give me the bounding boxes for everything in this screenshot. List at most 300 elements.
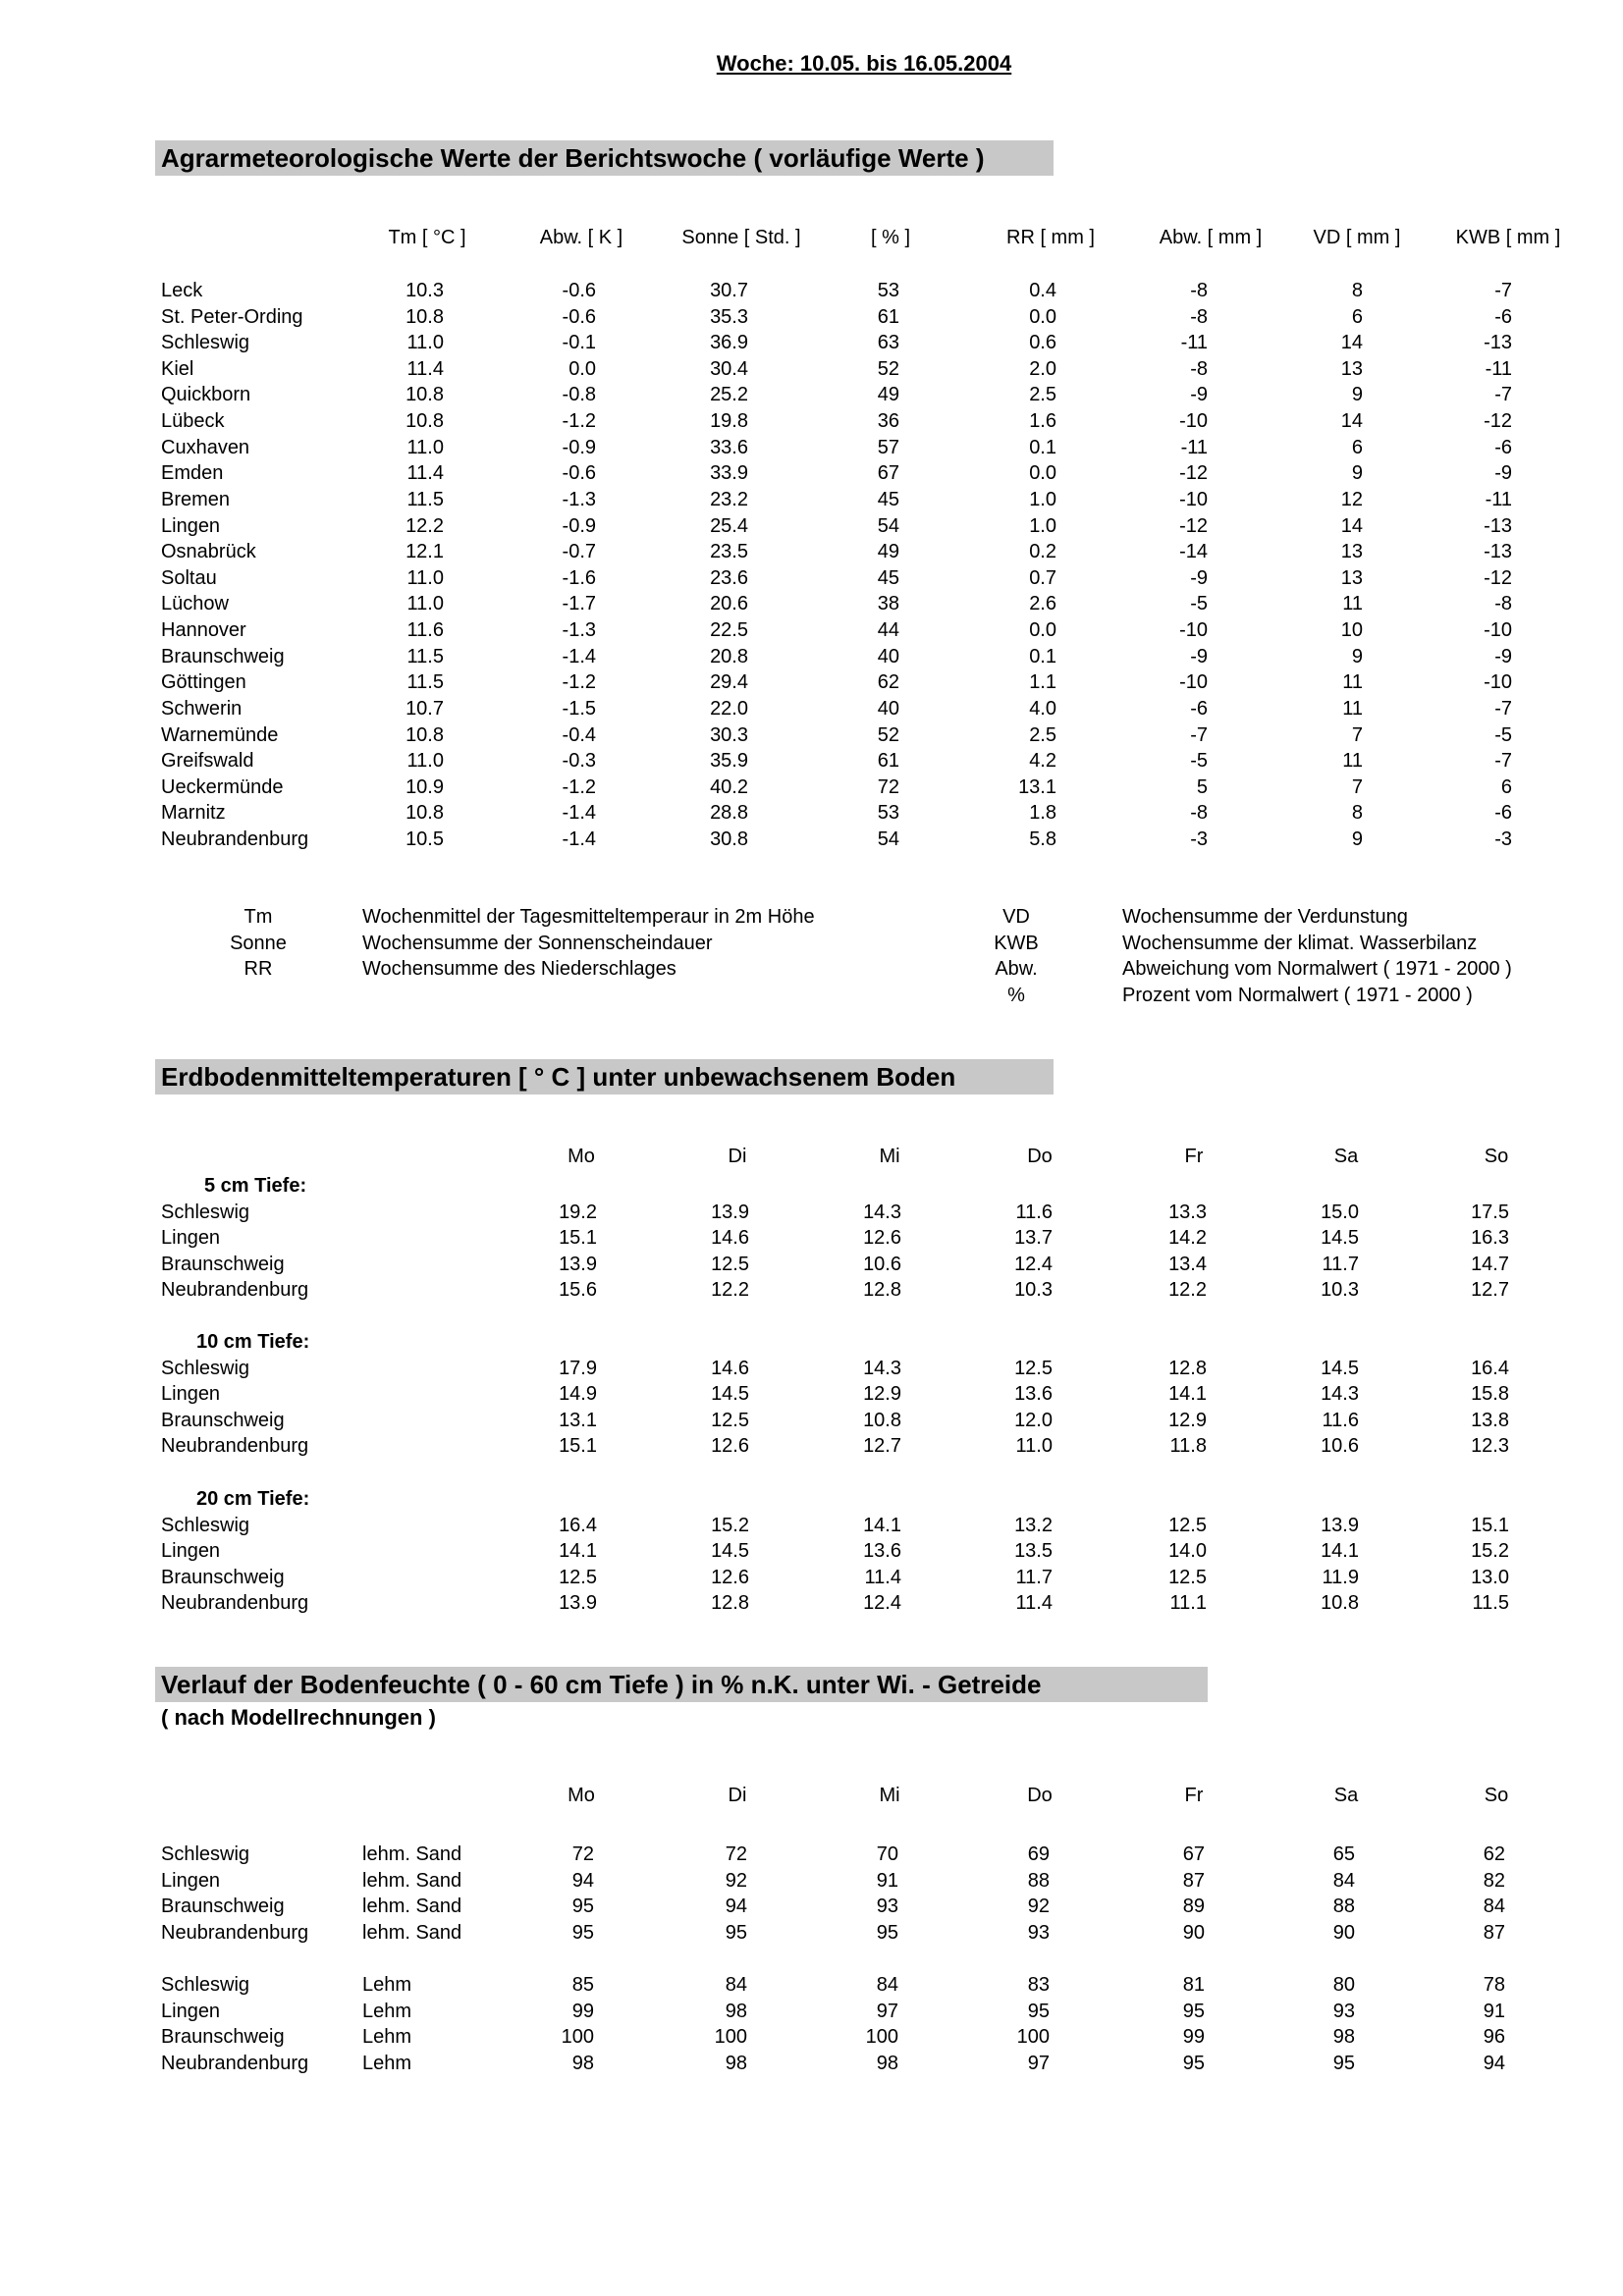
value-cell: 10.3 [1014, 1279, 1053, 1302]
value-cell: -7 [1190, 723, 1208, 746]
value-cell: 13 [1340, 566, 1363, 589]
value-cell: -7 [1494, 384, 1512, 406]
value-cell: 54 [877, 514, 899, 537]
value-cell: 93 [1027, 1921, 1050, 1944]
value-cell: -11 [1485, 488, 1512, 510]
value-cell: 10.9 [406, 775, 444, 798]
value-cell: 52 [877, 723, 899, 746]
value-cell: 23.6 [710, 566, 748, 589]
value-cell: 33.9 [710, 462, 748, 485]
station-name: Göttingen [161, 671, 246, 694]
station-name: Lingen [161, 1227, 221, 1250]
column-header: RR [ mm ] [1006, 227, 1095, 248]
value-cell: 72 [877, 775, 899, 798]
value-cell: 12.1 [406, 541, 444, 563]
value-cell: 11.4 [406, 462, 444, 485]
value-cell: 30.3 [710, 723, 748, 746]
value-cell: 14.6 [711, 1357, 749, 1379]
value-cell: 11.4 [406, 357, 444, 380]
value-cell: 14.5 [711, 1383, 749, 1406]
value-cell: 11 [1342, 671, 1363, 694]
value-cell: 11 [1342, 593, 1363, 615]
value-cell: 1.8 [1029, 802, 1056, 825]
station-name: Braunschweig [161, 1409, 285, 1431]
value-cell: 11 [1342, 697, 1363, 720]
station-name: Soltau [161, 566, 217, 589]
value-cell: 90 [1182, 1921, 1205, 1944]
value-cell: 13.4 [1168, 1253, 1207, 1275]
value-cell: 94 [725, 1896, 747, 1918]
value-cell: 62 [1483, 1843, 1505, 1865]
value-cell: 14.9 [559, 1383, 597, 1406]
soil-type: Lehm [362, 1974, 412, 1996]
value-cell: 11.0 [406, 593, 444, 615]
value-cell: 12.6 [711, 1566, 749, 1588]
value-cell: -12 [1179, 514, 1208, 537]
value-cell: 0.4 [1029, 280, 1056, 301]
value-cell: 49 [877, 541, 899, 563]
soil-type: lehm. Sand [362, 1921, 462, 1944]
value-cell: 0.6 [1029, 332, 1056, 354]
value-cell: 0.1 [1029, 645, 1056, 667]
day-header: Sa [1333, 1785, 1359, 1806]
value-cell: 5.8 [1029, 828, 1056, 851]
value-cell: 10.3 [406, 280, 444, 301]
value-cell: 11.7 [1322, 1253, 1359, 1275]
station-name: Leck [161, 280, 203, 301]
value-cell: -9 [1190, 384, 1208, 406]
station-name: Lüchow [161, 593, 229, 615]
value-cell: 14 [1340, 514, 1363, 537]
value-cell: 90 [1332, 1921, 1355, 1944]
value-cell: -1.4 [562, 645, 596, 667]
value-cell: 12.0 [1014, 1409, 1053, 1431]
value-cell: 12.7 [1471, 1279, 1509, 1302]
station-name: Bremen [161, 488, 231, 510]
station-name: Neubrandenburg [161, 1435, 309, 1458]
value-cell: 2.5 [1029, 384, 1056, 406]
value-cell: -0.6 [562, 462, 596, 485]
value-cell: 97 [876, 2000, 898, 2022]
value-cell: 16.4 [559, 1514, 597, 1536]
value-cell: 65 [1332, 1843, 1355, 1865]
value-cell: 14.3 [1321, 1383, 1359, 1406]
value-cell: 20.8 [710, 645, 748, 667]
legend-abbr: VD [1002, 906, 1030, 928]
day-header: Sa [1333, 1146, 1359, 1167]
station-name: Schwerin [161, 697, 243, 720]
value-cell: -9 [1190, 566, 1208, 589]
value-cell: 11.5 [1472, 1592, 1509, 1615]
value-cell: 30.7 [710, 280, 748, 301]
model-note: ( nach Modellrechnungen ) [161, 1705, 436, 1730]
value-cell: 30.4 [710, 357, 748, 380]
value-cell: -1.2 [562, 410, 596, 433]
section-title-soil-moisture: Verlauf der Bodenfeuchte ( 0 - 60 cm Tiefe ) in % n.K. unter Wi. - Getreide [155, 1667, 1208, 1702]
value-cell: 35.9 [710, 750, 748, 773]
value-cell: -1.3 [562, 619, 596, 642]
value-cell: 14.3 [863, 1201, 901, 1223]
value-cell: 14.5 [1321, 1227, 1359, 1250]
value-cell: 12.5 [1168, 1566, 1207, 1588]
legend-abbr: Tm [243, 906, 273, 928]
station-name: Warnemünde [161, 723, 279, 746]
value-cell: -7 [1494, 697, 1512, 720]
value-cell: 0.0 [1029, 462, 1056, 485]
value-cell: 63 [877, 332, 899, 354]
value-cell: -12 [1484, 566, 1512, 589]
station-name: Kiel [161, 357, 194, 380]
value-cell: -1.2 [562, 775, 596, 798]
value-cell: 12.5 [711, 1253, 749, 1275]
value-cell: 88 [1027, 1869, 1050, 1892]
value-cell: 12.5 [1014, 1357, 1053, 1379]
legend-text: Wochenmittel der Tagesmitteltemperaur in 2m Höhe [362, 906, 815, 928]
value-cell: 10.7 [406, 697, 444, 720]
station-name: Braunschweig [161, 1566, 285, 1588]
value-cell: -10 [1179, 488, 1208, 510]
value-cell: -6 [1494, 305, 1512, 328]
value-cell: 67 [877, 462, 899, 485]
value-cell: 0.0 [1029, 305, 1056, 328]
value-cell: 15.1 [559, 1227, 597, 1250]
value-cell: 67 [1182, 1843, 1205, 1865]
value-cell: 44 [877, 619, 899, 642]
value-cell: 92 [1027, 1896, 1050, 1918]
day-header: Mo [568, 1785, 595, 1806]
section-title-soil-temperature: Erdbodenmitteltemperaturen [ ° C ] unter unbewachsenem Boden [155, 1059, 1054, 1095]
value-cell: 14 [1340, 332, 1363, 354]
day-header: Di [728, 1146, 747, 1167]
station-name: Schleswig [161, 1201, 250, 1223]
value-cell: 11.6 [1015, 1201, 1053, 1223]
value-cell: 25.2 [710, 384, 748, 406]
soil-type: lehm. Sand [362, 1896, 462, 1918]
day-header: Do [1027, 1785, 1053, 1806]
value-cell: 10.8 [406, 410, 444, 433]
value-cell: -8 [1190, 357, 1208, 380]
value-cell: 96 [1483, 2026, 1505, 2049]
day-header: So [1484, 1146, 1509, 1167]
value-cell: -1.4 [562, 802, 596, 825]
value-cell: 84 [1332, 1869, 1355, 1892]
value-cell: 87 [1182, 1869, 1205, 1892]
value-cell: 30.8 [710, 828, 748, 851]
value-cell: 45 [877, 566, 899, 589]
value-cell: 17.5 [1471, 1201, 1509, 1223]
value-cell: 13.9 [711, 1201, 749, 1223]
value-cell: 11.0 [406, 332, 444, 354]
value-cell: 6 [1351, 436, 1363, 458]
value-cell: 84 [725, 1974, 747, 1996]
value-cell: 4.2 [1029, 750, 1056, 773]
value-cell: 14.3 [863, 1357, 901, 1379]
value-cell: 1.0 [1029, 488, 1056, 510]
value-cell: 12.6 [863, 1227, 901, 1250]
value-cell: 6 [1351, 305, 1363, 328]
column-header: [ % ] [870, 227, 910, 248]
station-name: Braunschweig [161, 1253, 285, 1275]
station-name: Braunschweig [161, 2026, 285, 2049]
value-cell: 14.2 [1168, 1227, 1207, 1250]
value-cell: -0.1 [562, 332, 596, 354]
value-cell: 14.5 [711, 1540, 749, 1563]
value-cell: 9 [1351, 462, 1363, 485]
value-cell: 15.1 [1471, 1514, 1509, 1536]
value-cell: 16.3 [1471, 1227, 1509, 1250]
station-name: Neubrandenburg [161, 828, 309, 851]
value-cell: -11 [1485, 357, 1512, 380]
value-cell: -10 [1484, 619, 1512, 642]
value-cell: 12.5 [559, 1566, 597, 1588]
value-cell: 16.4 [1471, 1357, 1509, 1379]
value-cell: 91 [876, 1869, 898, 1892]
value-cell: 9 [1351, 645, 1363, 667]
value-cell: 11 [1342, 750, 1363, 773]
value-cell: -5 [1190, 593, 1208, 615]
station-name: Emden [161, 462, 224, 485]
value-cell: -8 [1190, 305, 1208, 328]
value-cell: 14.0 [1168, 1540, 1207, 1563]
value-cell: 36 [877, 410, 899, 433]
value-cell: 95 [571, 1921, 594, 1944]
value-cell: 33.6 [710, 436, 748, 458]
value-cell: 15.2 [711, 1514, 749, 1536]
station-name: Neubrandenburg [161, 1279, 309, 1302]
value-cell: -11 [1180, 436, 1208, 458]
value-cell: 14.6 [711, 1227, 749, 1250]
soil-type: Lehm [362, 2026, 412, 2049]
value-cell: 10.8 [1321, 1592, 1359, 1615]
value-cell: -11 [1180, 332, 1208, 354]
value-cell: 95 [1027, 2000, 1050, 2022]
legend-text: Prozent vom Normalwert ( 1971 - 2000 ) [1122, 984, 1473, 1006]
value-cell: -3 [1190, 828, 1208, 851]
soil-type: lehm. Sand [362, 1843, 462, 1865]
value-cell: 72 [725, 1843, 747, 1865]
value-cell: 0.2 [1029, 541, 1056, 563]
value-cell: 8 [1351, 280, 1363, 301]
value-cell: -9 [1190, 645, 1208, 667]
day-header: Di [728, 1785, 747, 1806]
value-cell: 98 [876, 2052, 898, 2074]
value-cell: 93 [876, 1896, 898, 1918]
legend-text: Wochensumme der Sonnenscheindauer [362, 932, 713, 954]
depth-label: 5 cm Tiefe: [204, 1175, 307, 1197]
day-header: Do [1027, 1146, 1053, 1167]
value-cell: 11.6 [406, 619, 444, 642]
day-header: So [1484, 1785, 1509, 1806]
value-cell: 13.1 [559, 1409, 597, 1431]
value-cell: 11.0 [1015, 1435, 1053, 1458]
value-cell: -7 [1494, 750, 1512, 773]
value-cell: 2.0 [1029, 357, 1056, 380]
value-cell: 94 [1483, 2052, 1505, 2074]
value-cell: -1.4 [562, 828, 596, 851]
value-cell: 11.8 [1169, 1435, 1207, 1458]
value-cell: 13.1 [1018, 775, 1056, 798]
value-cell: 87 [1483, 1921, 1505, 1944]
value-cell: 69 [1027, 1843, 1050, 1865]
value-cell: -0.6 [562, 280, 596, 301]
value-cell: 10.8 [863, 1409, 901, 1431]
value-cell: -0.3 [562, 750, 596, 773]
value-cell: 100 [561, 2026, 594, 2049]
value-cell: -5 [1190, 750, 1208, 773]
value-cell: -0.7 [562, 541, 596, 563]
station-name: Neubrandenburg [161, 1921, 309, 1944]
value-cell: 81 [1182, 1974, 1205, 1996]
day-header: Fr [1184, 1146, 1204, 1167]
station-name: Greifswald [161, 750, 254, 773]
value-cell: -12 [1484, 410, 1512, 433]
value-cell: 0.0 [1029, 619, 1056, 642]
value-cell: 72 [571, 1843, 594, 1865]
value-cell: 91 [1483, 2000, 1505, 2022]
value-cell: -10 [1179, 671, 1208, 694]
value-cell: 11.6 [1322, 1409, 1359, 1431]
column-header: KWB [ mm ] [1455, 227, 1561, 248]
column-header: Sonne [ Std. ] [681, 227, 801, 248]
value-cell: -8 [1494, 593, 1512, 615]
value-cell: 99 [571, 2000, 594, 2022]
value-cell: -3 [1494, 828, 1512, 851]
soil-type: lehm. Sand [362, 1869, 462, 1892]
value-cell: 12.5 [711, 1409, 749, 1431]
value-cell: 1.0 [1029, 514, 1056, 537]
value-cell: 80 [1332, 1974, 1355, 1996]
value-cell: 49 [877, 384, 899, 406]
legend-abbr: Sonne [230, 932, 287, 954]
week-title: Woche: 10.05. bis 16.05.2004 [716, 51, 1012, 76]
value-cell: -5 [1494, 723, 1512, 746]
value-cell: 95 [1182, 2000, 1205, 2022]
value-cell: 7 [1351, 723, 1363, 746]
value-cell: 14.5 [1321, 1357, 1359, 1379]
value-cell: 7 [1351, 775, 1363, 798]
value-cell: 89 [1182, 1896, 1205, 1918]
value-cell: 13.2 [1014, 1514, 1053, 1536]
value-cell: 53 [877, 280, 899, 301]
section-title-weekly-values: Agrarmeteorologische Werte der Berichtswoche ( vorläufige Werte ) [155, 140, 1054, 176]
value-cell: 95 [571, 1896, 594, 1918]
value-cell: 12.2 [1168, 1279, 1207, 1302]
value-cell: 13 [1340, 357, 1363, 380]
column-header: Abw. [ mm ] [1159, 227, 1263, 248]
station-name: Schleswig [161, 1974, 250, 1996]
value-cell: 40 [877, 697, 899, 720]
value-cell: 99 [1182, 2026, 1205, 2049]
value-cell: 45 [877, 488, 899, 510]
value-cell: 12.4 [863, 1592, 901, 1615]
value-cell: -13 [1484, 541, 1512, 563]
value-cell: 13.5 [1014, 1540, 1053, 1563]
value-cell: 17.9 [559, 1357, 597, 1379]
station-name: Schleswig [161, 1843, 250, 1865]
value-cell: 12.4 [1014, 1253, 1053, 1275]
value-cell: -12 [1179, 462, 1208, 485]
value-cell: 12 [1340, 488, 1363, 510]
value-cell: 13.6 [863, 1540, 901, 1563]
station-name: St. Peter-Ording [161, 305, 303, 328]
value-cell: 100 [1016, 2026, 1050, 2049]
value-cell: 23.5 [710, 541, 748, 563]
station-name: Ueckermünde [161, 775, 284, 798]
value-cell: 11.4 [864, 1566, 901, 1588]
value-cell: -14 [1179, 541, 1208, 563]
station-name: Braunschweig [161, 1896, 285, 1918]
value-cell: 95 [876, 1921, 898, 1944]
value-cell: 11.1 [1169, 1592, 1207, 1615]
value-cell: 2.5 [1029, 723, 1056, 746]
value-cell: 61 [877, 305, 899, 328]
day-header: Mi [879, 1785, 900, 1806]
day-header: Mi [879, 1146, 900, 1167]
value-cell: 35.3 [710, 305, 748, 328]
value-cell: -13 [1484, 332, 1512, 354]
value-cell: 38 [877, 593, 899, 615]
value-cell: 12.8 [711, 1592, 749, 1615]
value-cell: 9 [1351, 384, 1363, 406]
value-cell: 40.2 [710, 775, 748, 798]
value-cell: 28.8 [710, 802, 748, 825]
value-cell: 12.2 [711, 1279, 749, 1302]
value-cell: 14.1 [863, 1514, 901, 1536]
value-cell: 11.9 [1322, 1566, 1359, 1588]
value-cell: 97 [1027, 2052, 1050, 2074]
value-cell: 95 [725, 1921, 747, 1944]
value-cell: 29.4 [710, 671, 748, 694]
legend-abbr: KWB [994, 932, 1039, 954]
value-cell: 19.2 [559, 1201, 597, 1223]
value-cell: 78 [1483, 1974, 1505, 1996]
value-cell: 1.1 [1029, 671, 1056, 694]
station-name: Neubrandenburg [161, 1592, 309, 1615]
value-cell: 0.7 [1029, 566, 1056, 589]
value-cell: 100 [865, 2026, 898, 2049]
value-cell: 19.8 [710, 410, 748, 433]
value-cell: 13.0 [1471, 1566, 1509, 1588]
value-cell: 54 [877, 828, 899, 851]
value-cell: 12.5 [1168, 1514, 1207, 1536]
value-cell: 12.7 [863, 1435, 901, 1458]
value-cell: 15.6 [559, 1279, 597, 1302]
value-cell: 12.9 [863, 1383, 901, 1406]
value-cell: 23.2 [710, 488, 748, 510]
value-cell: 40 [877, 645, 899, 667]
value-cell: 98 [571, 2052, 594, 2074]
value-cell: 98 [725, 2052, 747, 2074]
value-cell: 11.4 [1015, 1592, 1053, 1615]
value-cell: -6 [1494, 436, 1512, 458]
value-cell: 100 [714, 2026, 747, 2049]
value-cell: 61 [877, 750, 899, 773]
legend-abbr: % [1007, 984, 1025, 1006]
value-cell: 82 [1483, 1869, 1505, 1892]
station-name: Lingen [161, 1383, 221, 1406]
station-name: Schleswig [161, 1514, 250, 1536]
value-cell: -1.3 [562, 488, 596, 510]
station-name: Braunschweig [161, 645, 285, 667]
value-cell: -1.7 [562, 593, 596, 615]
value-cell: 11.0 [406, 750, 444, 773]
value-cell: 8 [1351, 802, 1363, 825]
value-cell: 92 [725, 1869, 747, 1892]
legend-abbr: RR [243, 958, 273, 980]
value-cell: 12.8 [1168, 1357, 1207, 1379]
value-cell: -8 [1190, 280, 1208, 301]
value-cell: 4.0 [1029, 697, 1056, 720]
